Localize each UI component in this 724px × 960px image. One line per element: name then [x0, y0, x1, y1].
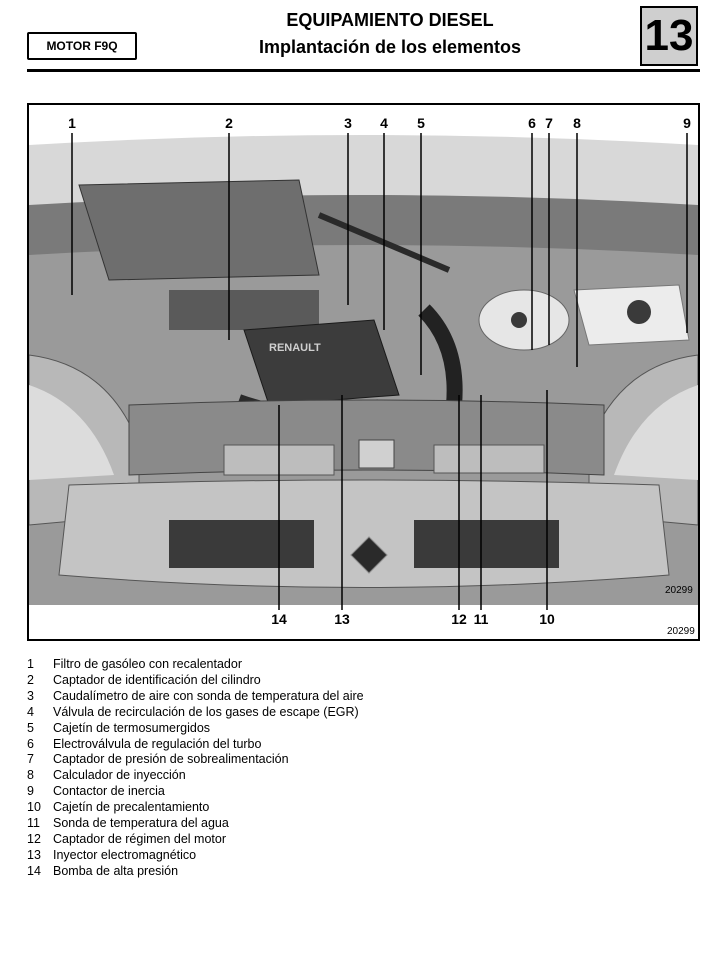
legend-number: 4	[27, 704, 34, 719]
legend-number: 3	[27, 688, 34, 703]
legend-item	[27, 657, 364, 673]
section-number-badge: 13	[640, 6, 698, 66]
legend-text: Inyector electromagnético	[53, 847, 197, 862]
page-title: EQUIPAMIENTO DIESEL	[286, 10, 494, 30]
callout-14: 14	[271, 611, 287, 627]
legend-text: Filtro de gasóleo con recalentador	[53, 657, 243, 671]
legend-text: Captador de régimen del motor	[53, 831, 227, 846]
photo-id: 20299	[665, 585, 693, 596]
callout-13: 13	[334, 611, 350, 627]
callout-11: 11	[473, 611, 489, 627]
legend-number: 13	[27, 847, 41, 862]
legend-item	[27, 752, 364, 768]
legend-text: Calculador de inyección	[53, 768, 186, 783]
callout-10: 10	[539, 611, 555, 627]
legend-text: Caudalímetro de aire con sonda de temperatura del aire	[53, 688, 364, 703]
legend-number: 10	[27, 800, 41, 815]
legend-item	[27, 816, 364, 832]
engine-cover-logo: RENAULT	[269, 342, 321, 354]
legend-text: Cajetín de termosumergidos	[53, 720, 211, 735]
callout-7: 7	[545, 115, 553, 131]
legend-number: 11	[27, 816, 40, 831]
page-subtitle: Implantación de los elementos	[258, 37, 522, 57]
callout-2: 2	[225, 115, 233, 131]
legend-text: Contactor de inercia	[53, 784, 165, 799]
legend-number: 5	[27, 720, 34, 735]
engine-label: MOTOR F9Q	[27, 32, 137, 60]
legend-text: Captador de identificación del cilindro	[53, 672, 261, 687]
legend-item	[27, 721, 364, 737]
legend-number: 12	[27, 831, 41, 846]
frame-id: 20299	[667, 626, 695, 637]
legend-item	[27, 832, 364, 848]
legend-text: Bomba de alta presión	[53, 863, 179, 878]
legend-number: 14	[27, 863, 41, 878]
callout-6: 6	[528, 115, 536, 131]
legend-list	[27, 657, 364, 880]
legend-text: Captador de presión de sobrealimentación	[53, 752, 289, 767]
legend-text: Sonda de temperatura del agua	[53, 816, 229, 831]
legend-number: 9	[27, 784, 34, 799]
engine-bay-figure	[27, 103, 700, 641]
legend-item	[27, 864, 364, 880]
legend-text: Electroválvula de regulación del turbo	[53, 736, 262, 751]
legend-number: 8	[27, 768, 34, 783]
callout-5: 5	[417, 115, 425, 131]
legend-text: Cajetín de precalentamiento	[53, 800, 210, 815]
legend-item	[27, 800, 364, 816]
legend-item	[27, 705, 364, 721]
legend-item	[27, 673, 364, 689]
callout-4: 4	[380, 115, 388, 131]
legend-item	[27, 768, 364, 784]
legend-number: 6	[27, 736, 34, 751]
legend-number: 1	[27, 657, 34, 671]
legend-text: Válvula de recirculación de los gases de escape (EGR)	[53, 704, 359, 719]
legend-number: 7	[27, 752, 34, 767]
legend-item	[27, 737, 364, 753]
callout-3: 3	[344, 115, 352, 131]
engine-bay-photo	[29, 105, 698, 639]
legend-number: 2	[27, 672, 34, 687]
legend-item	[27, 784, 364, 800]
header-rule	[27, 69, 700, 72]
legend-item	[27, 848, 364, 864]
callout-1: 1	[68, 115, 76, 131]
callout-12: 12	[451, 611, 467, 627]
callout-9: 9	[683, 115, 691, 131]
callout-8: 8	[573, 115, 581, 131]
legend-item	[27, 689, 364, 705]
